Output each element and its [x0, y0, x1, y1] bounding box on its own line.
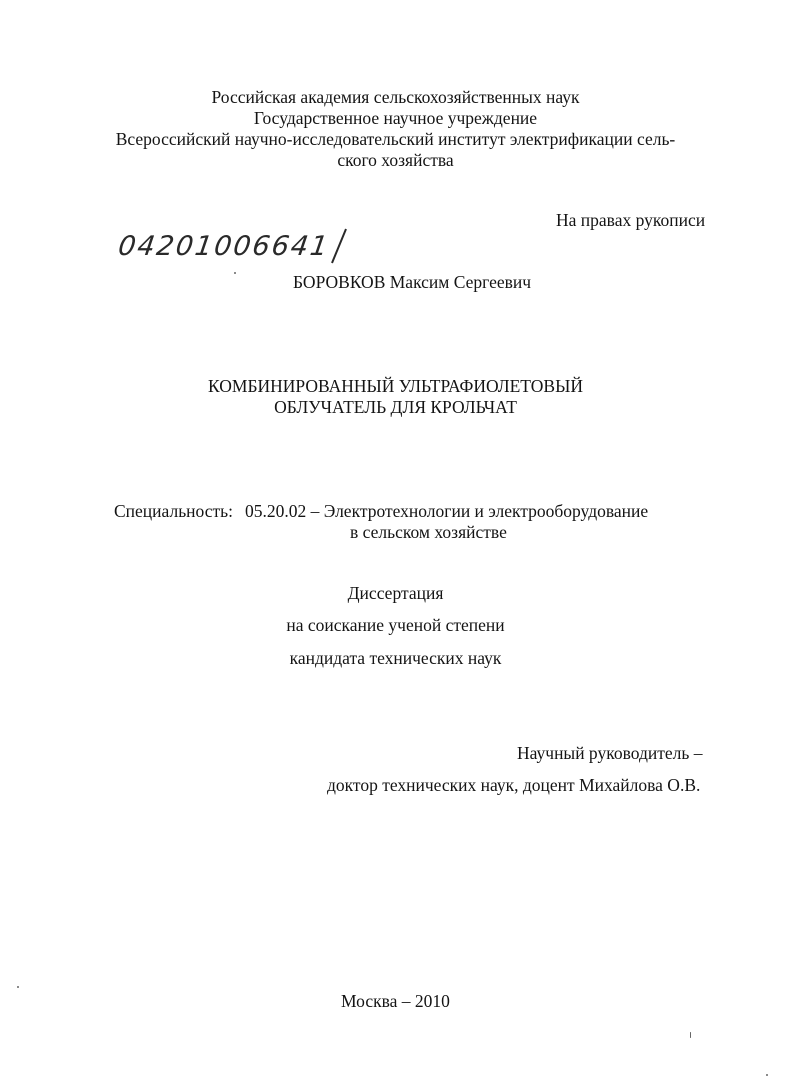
document-type: Диссертация [347, 583, 444, 603]
handwritten-slash-stroke [332, 229, 346, 263]
thesis-title-line2: ОБЛУЧАТЕЛЬ ДЛЯ КРОЛЬЧАТ [274, 397, 517, 417]
registration-number-text: 04201006641 [116, 231, 332, 262]
specialty-label: Специальность: [114, 501, 233, 521]
author-name: БОРОВКОВ Максим Сергеевич [293, 272, 532, 292]
supervisor-name: доктор технических наук, доцент Михайлова О.В. [327, 775, 701, 795]
institute-name-line1: Всероссийский научно-исследовательский институт электрификации сель- [115, 129, 676, 149]
institute-name-line2: ского хозяйства [337, 150, 454, 170]
institution-type: Государственное научное учреждение [253, 108, 538, 128]
degree-name: кандидата технических наук [289, 648, 502, 668]
scan-speck [17, 986, 19, 988]
scan-speck [766, 1074, 768, 1076]
scan-speck [234, 272, 236, 274]
rights-note: На правах рукописи [556, 210, 706, 230]
city-year: Москва – 2010 [341, 991, 450, 1011]
scan-speck [690, 1032, 691, 1038]
academy-name: Российская академия сельскохозяйственных наук [211, 87, 580, 107]
supervisor-label: Научный руководитель – [517, 743, 703, 763]
specialty-line2: в сельском хозяйстве [350, 522, 507, 542]
specialty-code: 05.20.02 – Электротехнологии и электрооборудование [245, 501, 649, 521]
degree-purpose: на соискание ученой степени [286, 615, 505, 635]
thesis-title-line1: КОМБИНИРОВАННЫЙ УЛЬТРАФИОЛЕТОВЫЙ [208, 376, 583, 396]
handwritten-registration-number [116, 221, 360, 267]
